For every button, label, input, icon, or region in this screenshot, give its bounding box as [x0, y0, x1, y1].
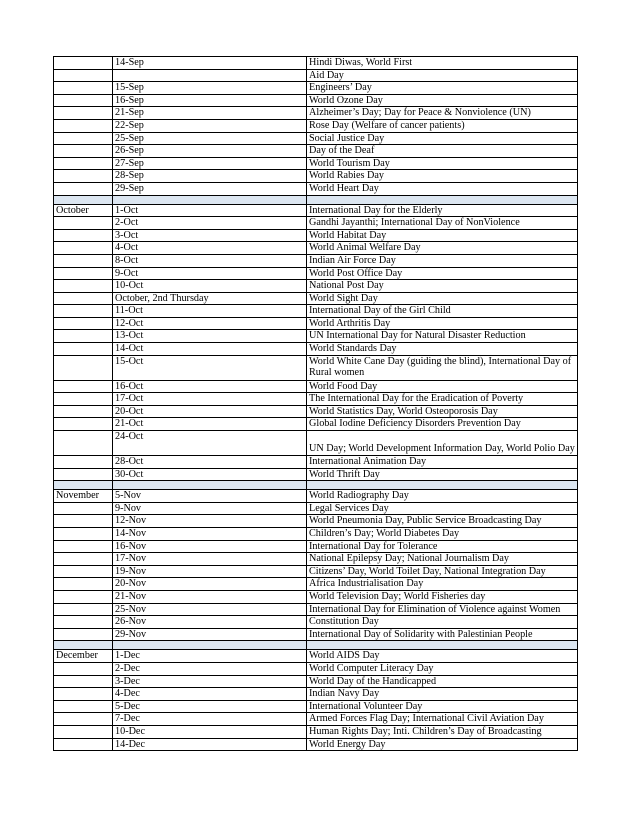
- table-row: [54, 431, 578, 456]
- date-cell: 26-Sep: [113, 145, 307, 158]
- month-cell: [54, 69, 113, 82]
- table-row: [54, 182, 578, 195]
- table-row: [54, 145, 578, 158]
- date-cell: 14-Oct: [113, 343, 307, 356]
- date-cell: 28-Oct: [113, 456, 307, 469]
- date-cell: 9-Nov: [113, 502, 307, 515]
- date-cell: 29-Nov: [113, 628, 307, 641]
- date-cell: 21-Oct: [113, 418, 307, 431]
- event-cell: World White Cane Day (guiding the blind), International Day of Rural women: [307, 355, 578, 380]
- event-cell: Indian Air Force Day: [307, 254, 578, 267]
- separator-cell: [307, 641, 578, 650]
- month-cell: [54, 662, 113, 675]
- month-cell: [54, 603, 113, 616]
- event-cell: World Animal Welfare Day: [307, 242, 578, 255]
- table-row: [54, 662, 578, 675]
- table-row: [54, 738, 578, 751]
- month-cell: [54, 157, 113, 170]
- date-cell: 7-Dec: [113, 713, 307, 726]
- month-cell: [54, 675, 113, 688]
- event-cell: Aid Day: [307, 69, 578, 82]
- event-cell: Citizens’ Day, World Toilet Day, National Integration Day: [307, 565, 578, 578]
- month-cell: [54, 590, 113, 603]
- days-table-body: [54, 57, 578, 751]
- event-cell: World Standards Day: [307, 343, 578, 356]
- date-cell: 22-Sep: [113, 119, 307, 132]
- table-row: [54, 578, 578, 591]
- table-row: [54, 603, 578, 616]
- date-cell: 14-Sep: [113, 57, 307, 70]
- separator-cell: [54, 641, 113, 650]
- date-cell: 10-Dec: [113, 725, 307, 738]
- table-row: [54, 343, 578, 356]
- date-cell: 29-Sep: [113, 182, 307, 195]
- month-cell: [54, 229, 113, 242]
- table-row: [54, 490, 578, 503]
- month-cell: [54, 330, 113, 343]
- month-cell: December: [54, 650, 113, 663]
- month-cell: [54, 305, 113, 318]
- event-cell: Global Iodine Deficiency Disorders Prevention Day: [307, 418, 578, 431]
- table-row: [54, 380, 578, 393]
- table-row: [54, 528, 578, 541]
- date-cell: 27-Sep: [113, 157, 307, 170]
- date-cell: 13-Oct: [113, 330, 307, 343]
- date-cell: 20-Oct: [113, 405, 307, 418]
- event-cell: UN International Day for Natural Disaster Reduction: [307, 330, 578, 343]
- month-cell: [54, 405, 113, 418]
- month-cell: [54, 132, 113, 145]
- table-row: [54, 713, 578, 726]
- event-cell: National Post Day: [307, 280, 578, 293]
- event-cell: World Thrift Day: [307, 468, 578, 481]
- month-cell: [54, 616, 113, 629]
- table-row: [54, 650, 578, 663]
- month-cell: [54, 119, 113, 132]
- table-row: [54, 590, 578, 603]
- table-row: [54, 170, 578, 183]
- month-cell: [54, 565, 113, 578]
- date-cell: 5-Dec: [113, 700, 307, 713]
- event-cell: World Sight Day: [307, 292, 578, 305]
- table-row: [54, 305, 578, 318]
- table-row: [54, 355, 578, 380]
- date-cell: 3-Oct: [113, 229, 307, 242]
- event-cell: World Arthritis Day: [307, 317, 578, 330]
- table-row: [54, 157, 578, 170]
- date-cell: 4-Dec: [113, 688, 307, 701]
- table-row: [54, 204, 578, 217]
- event-cell: Indian Navy Day: [307, 688, 578, 701]
- event-cell: Armed Forces Flag Day; International Civil Aviation Day: [307, 713, 578, 726]
- event-cell: World Television Day; World Fisheries day: [307, 590, 578, 603]
- month-cell: [54, 170, 113, 183]
- table-row: [54, 502, 578, 515]
- month-cell: [54, 528, 113, 541]
- table-row: [54, 725, 578, 738]
- separator-cell: [54, 481, 113, 490]
- month-cell: [54, 515, 113, 528]
- table-row: [54, 107, 578, 120]
- month-cell: November: [54, 490, 113, 503]
- month-cell: [54, 355, 113, 380]
- event-cell: International Day of the Girl Child: [307, 305, 578, 318]
- event-cell: Gandhi Jayanthi; International Day of NonViolence: [307, 217, 578, 230]
- event-cell: World Radiography Day: [307, 490, 578, 503]
- days-table: [53, 56, 578, 751]
- separator-cell: [307, 195, 578, 204]
- event-cell: UN Day; World Development Information Day, World Polio Day: [307, 431, 578, 456]
- month-cell: [54, 553, 113, 566]
- event-cell: Children’s Day; World Diabetes Day: [307, 528, 578, 541]
- date-cell: 19-Nov: [113, 565, 307, 578]
- month-cell: [54, 254, 113, 267]
- event-cell: The International Day for the Eradication of Poverty: [307, 393, 578, 406]
- month-cell: [54, 107, 113, 120]
- date-cell: 25-Nov: [113, 603, 307, 616]
- month-cell: [54, 343, 113, 356]
- separator-cell: [113, 481, 307, 490]
- month-cell: [54, 57, 113, 70]
- table-row: [54, 292, 578, 305]
- month-cell: [54, 468, 113, 481]
- month-cell: [54, 628, 113, 641]
- month-cell: [54, 317, 113, 330]
- event-cell: World Tourism Day: [307, 157, 578, 170]
- table-row: [54, 456, 578, 469]
- date-cell: 28-Sep: [113, 170, 307, 183]
- date-cell: 24-Oct: [113, 431, 307, 456]
- month-cell: [54, 502, 113, 515]
- event-cell: World Day of the Handicapped: [307, 675, 578, 688]
- date-cell: 12-Oct: [113, 317, 307, 330]
- month-cell: [54, 280, 113, 293]
- date-cell: 15-Sep: [113, 82, 307, 95]
- table-row: [54, 405, 578, 418]
- table-row: [54, 700, 578, 713]
- date-cell: 15-Oct: [113, 355, 307, 380]
- date-cell: 8-Oct: [113, 254, 307, 267]
- month-cell: [54, 217, 113, 230]
- month-cell: [54, 700, 113, 713]
- table-row: [54, 267, 578, 280]
- month-cell: [54, 456, 113, 469]
- date-cell: 1-Dec: [113, 650, 307, 663]
- month-cell: [54, 725, 113, 738]
- separator-cell: [113, 195, 307, 204]
- table-row: [54, 468, 578, 481]
- month-cell: [54, 738, 113, 751]
- date-cell: 12-Nov: [113, 515, 307, 528]
- event-cell: International Volunteer Day: [307, 700, 578, 713]
- table-row: [54, 565, 578, 578]
- event-cell: Rose Day (Welfare of cancer patients): [307, 119, 578, 132]
- date-cell: 14-Nov: [113, 528, 307, 541]
- date-cell: 21-Sep: [113, 107, 307, 120]
- table-row: [54, 94, 578, 107]
- event-cell: World Ozone Day: [307, 94, 578, 107]
- date-cell: 3-Dec: [113, 675, 307, 688]
- table-row: [54, 57, 578, 70]
- table-row: [54, 119, 578, 132]
- table-row: [54, 330, 578, 343]
- date-cell: 16-Sep: [113, 94, 307, 107]
- date-cell: 16-Nov: [113, 540, 307, 553]
- event-cell: International Day for the Elderly: [307, 204, 578, 217]
- event-cell: Social Justice Day: [307, 132, 578, 145]
- date-cell: 2-Dec: [113, 662, 307, 675]
- event-cell: World Pneumonia Day, Public Service Broadcasting Day: [307, 515, 578, 528]
- table-row: [54, 229, 578, 242]
- event-cell: Hindi Diwas, World First: [307, 57, 578, 70]
- table-row: [54, 418, 578, 431]
- table-row: [54, 540, 578, 553]
- table-row: [54, 628, 578, 641]
- event-cell: World Food Day: [307, 380, 578, 393]
- event-cell: World AIDS Day: [307, 650, 578, 663]
- date-cell: 14-Dec: [113, 738, 307, 751]
- event-cell: Constitution Day: [307, 616, 578, 629]
- date-cell: 26-Nov: [113, 616, 307, 629]
- table-row: [54, 132, 578, 145]
- event-cell: World Habitat Day: [307, 229, 578, 242]
- month-cell: [54, 82, 113, 95]
- month-cell: [54, 380, 113, 393]
- event-cell: World Statistics Day, World Osteoporosis Day: [307, 405, 578, 418]
- table-row: [54, 69, 578, 82]
- date-cell: 5-Nov: [113, 490, 307, 503]
- month-cell: [54, 292, 113, 305]
- date-cell: 25-Sep: [113, 132, 307, 145]
- table-row: [54, 317, 578, 330]
- table-row: [54, 217, 578, 230]
- month-cell: [54, 688, 113, 701]
- event-cell: Legal Services Day: [307, 502, 578, 515]
- date-cell: 9-Oct: [113, 267, 307, 280]
- date-cell: 21-Nov: [113, 590, 307, 603]
- date-cell: 20-Nov: [113, 578, 307, 591]
- date-cell: October, 2nd Thursday: [113, 292, 307, 305]
- date-cell: 1-Oct: [113, 204, 307, 217]
- date-cell: 2-Oct: [113, 217, 307, 230]
- date-cell: [113, 69, 307, 82]
- month-cell: [54, 182, 113, 195]
- date-cell: 17-Nov: [113, 553, 307, 566]
- table-row: [54, 675, 578, 688]
- separator-row: [54, 481, 578, 490]
- event-cell: Day of the Deaf: [307, 145, 578, 158]
- event-cell: International Animation Day: [307, 456, 578, 469]
- separator-cell: [54, 195, 113, 204]
- event-cell: Africa Industrialisation Day: [307, 578, 578, 591]
- month-cell: [54, 431, 113, 456]
- separator-cell: [307, 481, 578, 490]
- month-cell: [54, 267, 113, 280]
- event-cell: International Day for Tolerance: [307, 540, 578, 553]
- date-cell: 10-Oct: [113, 280, 307, 293]
- table-row: [54, 688, 578, 701]
- table-row: [54, 616, 578, 629]
- event-cell: World Rabies Day: [307, 170, 578, 183]
- date-cell: 17-Oct: [113, 393, 307, 406]
- month-cell: [54, 94, 113, 107]
- month-cell: [54, 393, 113, 406]
- event-cell: World Computer Literacy Day: [307, 662, 578, 675]
- table-row: [54, 254, 578, 267]
- table-row: [54, 553, 578, 566]
- event-cell: Alzheimer’s Day; Day for Peace & Nonviolence (UN): [307, 107, 578, 120]
- month-cell: [54, 418, 113, 431]
- month-cell: [54, 145, 113, 158]
- separator-row: [54, 195, 578, 204]
- table-row: [54, 515, 578, 528]
- event-cell: Human Rights Day; Inti. Children’s Day of Broadcasting: [307, 725, 578, 738]
- event-cell: National Epilepsy Day; National Journalism Day: [307, 553, 578, 566]
- date-cell: 4-Oct: [113, 242, 307, 255]
- month-cell: [54, 540, 113, 553]
- separator-cell: [113, 641, 307, 650]
- date-cell: 30-Oct: [113, 468, 307, 481]
- date-cell: 16-Oct: [113, 380, 307, 393]
- table-row: [54, 393, 578, 406]
- month-cell: October: [54, 204, 113, 217]
- table-row: [54, 82, 578, 95]
- event-cell: International Day for Elimination of Violence against Women: [307, 603, 578, 616]
- separator-row: [54, 641, 578, 650]
- table-row: [54, 242, 578, 255]
- date-cell: 11-Oct: [113, 305, 307, 318]
- event-cell: World Post Office Day: [307, 267, 578, 280]
- event-cell: World Energy Day: [307, 738, 578, 751]
- event-cell: World Heart Day: [307, 182, 578, 195]
- event-cell: Engineers’ Day: [307, 82, 578, 95]
- month-cell: [54, 242, 113, 255]
- month-cell: [54, 578, 113, 591]
- table-row: [54, 280, 578, 293]
- month-cell: [54, 713, 113, 726]
- event-cell: International Day of Solidarity with Palestinian People: [307, 628, 578, 641]
